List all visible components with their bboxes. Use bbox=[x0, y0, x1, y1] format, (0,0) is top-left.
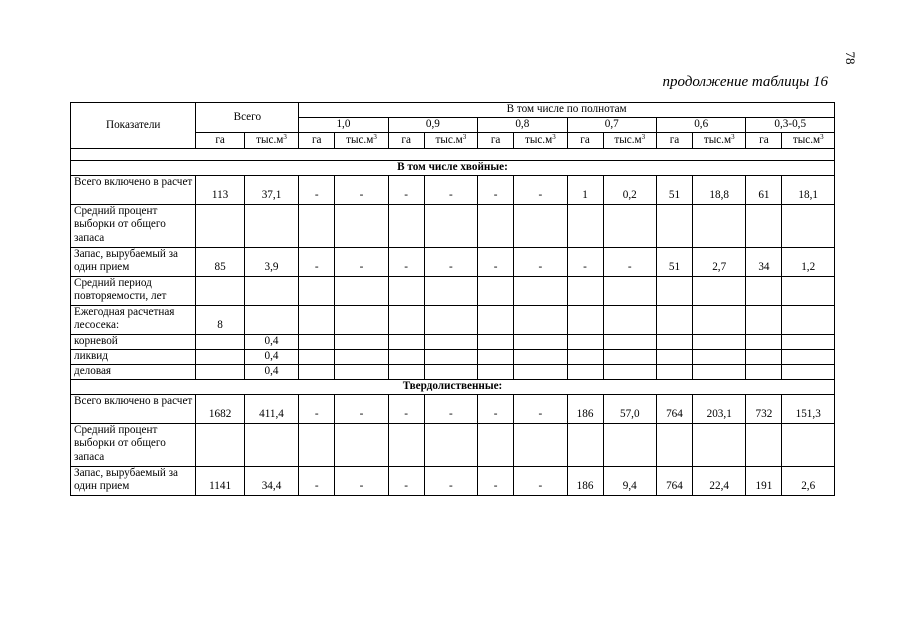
table-cell: - bbox=[388, 247, 424, 276]
table-cell bbox=[656, 349, 692, 364]
unit-volume-header bbox=[244, 132, 298, 148]
table-cell bbox=[656, 276, 692, 305]
table-cell bbox=[478, 349, 514, 364]
row-label: Средний процент выборки от общего запаса bbox=[71, 204, 196, 247]
table-cell: - bbox=[514, 247, 567, 276]
row-label: Средний процент выборки от общего запаса bbox=[71, 423, 196, 466]
table-cell bbox=[335, 349, 388, 364]
table-cell bbox=[478, 305, 514, 334]
table-cell: 8 bbox=[196, 305, 244, 334]
table-cell bbox=[603, 364, 656, 379]
table-cell bbox=[567, 364, 603, 379]
table-cell: - bbox=[335, 466, 388, 495]
table-row bbox=[71, 466, 835, 495]
unit-volume-exponent: 3 bbox=[641, 133, 646, 141]
table-cell: - bbox=[299, 394, 335, 423]
unit-ha-header: га bbox=[567, 132, 603, 148]
unit-volume-exponent: 3 bbox=[552, 133, 556, 141]
table-cell: 0,4 bbox=[244, 349, 298, 364]
row-label: Запас, вырубаемый за один прием bbox=[71, 247, 196, 276]
table-cell: 0,4 bbox=[244, 364, 298, 379]
table-cell: 764 bbox=[656, 394, 692, 423]
table-cell bbox=[567, 204, 603, 247]
table-cell bbox=[478, 276, 514, 305]
table-cell bbox=[746, 276, 782, 305]
table-cell bbox=[514, 423, 567, 466]
table-cell: - bbox=[514, 466, 567, 495]
table-cell bbox=[746, 334, 782, 349]
table-cell: - bbox=[424, 247, 477, 276]
unit-volume-text: тыс.м bbox=[435, 134, 463, 146]
table-cell bbox=[656, 364, 692, 379]
table-cell bbox=[244, 204, 298, 247]
table-cell bbox=[196, 334, 244, 349]
table-cell bbox=[692, 276, 745, 305]
table-cell bbox=[567, 276, 603, 305]
table-cell bbox=[388, 423, 424, 466]
table-cell: 1,2 bbox=[782, 247, 835, 276]
row-label: Ежегодная расчетная лесосека: bbox=[71, 305, 196, 334]
density-header: 1,0 bbox=[299, 118, 388, 133]
table-cell bbox=[782, 423, 835, 466]
table-cell bbox=[299, 423, 335, 466]
unit-ha-header: га bbox=[299, 132, 335, 148]
row-label: ликвид bbox=[71, 349, 196, 364]
table-cell bbox=[746, 349, 782, 364]
table-cell bbox=[424, 364, 477, 379]
table-cell: - bbox=[424, 394, 477, 423]
table-cell bbox=[335, 305, 388, 334]
row-label: Всего включено в расчет bbox=[71, 175, 196, 204]
table-row bbox=[71, 276, 835, 305]
table-cell bbox=[692, 204, 745, 247]
unit-volume-exponent: 3 bbox=[462, 133, 467, 141]
table-cell: 411,4 bbox=[244, 394, 298, 423]
table-cell: 51 bbox=[656, 175, 692, 204]
density-header: 0,8 bbox=[478, 118, 567, 133]
table-cell bbox=[424, 334, 477, 349]
table-cell: - bbox=[299, 175, 335, 204]
table-row bbox=[71, 423, 835, 466]
table-cell bbox=[196, 204, 244, 247]
unit-ha-header: га bbox=[746, 132, 782, 148]
data-table bbox=[70, 102, 835, 496]
table-cell bbox=[692, 364, 745, 379]
table-cell bbox=[299, 364, 335, 379]
table-cell bbox=[567, 334, 603, 349]
table-cell bbox=[299, 305, 335, 334]
table-cell bbox=[603, 334, 656, 349]
unit-volume-header bbox=[514, 132, 567, 148]
table-cell: - bbox=[388, 466, 424, 495]
table-cell bbox=[478, 364, 514, 379]
table-row bbox=[71, 364, 835, 379]
table-cell bbox=[692, 349, 745, 364]
unit-ha-header: га bbox=[388, 132, 424, 148]
table-cell: 1 bbox=[567, 175, 603, 204]
unit-volume-header bbox=[603, 132, 656, 148]
table-cell: 2,7 bbox=[692, 247, 745, 276]
row-label: Средний период повторяемости, лет bbox=[71, 276, 196, 305]
unit-volume-header bbox=[424, 132, 477, 148]
table-cell bbox=[244, 423, 298, 466]
unit-volume-header bbox=[782, 132, 835, 148]
table-cell bbox=[692, 305, 745, 334]
header-by-density: В том числе по полнотам bbox=[299, 103, 835, 118]
table-cell: 18,8 bbox=[692, 175, 745, 204]
table-cell: 186 bbox=[567, 394, 603, 423]
table-cell bbox=[746, 364, 782, 379]
table-cell bbox=[514, 204, 567, 247]
table-cell bbox=[603, 305, 656, 334]
table-cell: 18,1 bbox=[782, 175, 835, 204]
table-cell bbox=[299, 334, 335, 349]
table-cell bbox=[656, 334, 692, 349]
table-cell: 61 bbox=[746, 175, 782, 204]
table-cell: 732 bbox=[746, 394, 782, 423]
table-cell bbox=[196, 423, 244, 466]
table-cell bbox=[514, 364, 567, 379]
table-cell bbox=[692, 423, 745, 466]
table-cell: 203,1 bbox=[692, 394, 745, 423]
unit-ha-header: га bbox=[196, 132, 244, 148]
table-row bbox=[71, 175, 835, 204]
table-cell bbox=[567, 423, 603, 466]
density-header: 0,9 bbox=[388, 118, 477, 133]
table-cell: 1141 bbox=[196, 466, 244, 495]
table-cell: - bbox=[388, 394, 424, 423]
unit-volume-exponent: 3 bbox=[731, 133, 735, 141]
table-cell bbox=[424, 305, 477, 334]
table-cell: 85 bbox=[196, 247, 244, 276]
table-cell bbox=[656, 204, 692, 247]
table-cell: - bbox=[478, 247, 514, 276]
table-cell: - bbox=[299, 466, 335, 495]
table-cell bbox=[782, 334, 835, 349]
table-cell bbox=[514, 334, 567, 349]
table-cell: 57,0 bbox=[603, 394, 656, 423]
unit-volume-header bbox=[335, 132, 388, 148]
table-cell bbox=[514, 276, 567, 305]
section-title-row bbox=[71, 160, 835, 175]
table-cell bbox=[656, 423, 692, 466]
table-cell bbox=[782, 276, 835, 305]
table-cell bbox=[514, 305, 567, 334]
table-body bbox=[71, 103, 835, 496]
density-header: 0,3-0,5 bbox=[746, 118, 835, 133]
table-cell bbox=[299, 349, 335, 364]
density-header: 0,7 bbox=[567, 118, 656, 133]
unit-volume-exponent: 3 bbox=[820, 133, 824, 141]
table-cell bbox=[388, 364, 424, 379]
table-cell bbox=[335, 334, 388, 349]
table-cell: 51 bbox=[656, 247, 692, 276]
table-cell bbox=[244, 305, 298, 334]
unit-ha-header: га bbox=[656, 132, 692, 148]
table-cell: 191 bbox=[746, 466, 782, 495]
table-cell bbox=[335, 364, 388, 379]
table-cell bbox=[299, 276, 335, 305]
row-label: Всего включено в расчет bbox=[71, 394, 196, 423]
table-cell bbox=[692, 334, 745, 349]
table-cell: - bbox=[514, 175, 567, 204]
table-cell: 764 bbox=[656, 466, 692, 495]
header-indicators: Показатели bbox=[71, 103, 196, 149]
section-title: Твердолиственные: bbox=[71, 379, 835, 394]
table-cell bbox=[388, 349, 424, 364]
table-cell: 186 bbox=[567, 466, 603, 495]
table-cell bbox=[603, 423, 656, 466]
table-cell: 151,3 bbox=[782, 394, 835, 423]
density-header: 0,6 bbox=[656, 118, 745, 133]
table-cell: 3,9 bbox=[244, 247, 298, 276]
section-title-row bbox=[71, 379, 835, 394]
table-cell bbox=[746, 305, 782, 334]
table-cell bbox=[746, 204, 782, 247]
table-cell: - bbox=[514, 394, 567, 423]
table-cell: 34 bbox=[746, 247, 782, 276]
table-cell bbox=[478, 204, 514, 247]
section-title: В том числе хвойные: bbox=[71, 160, 835, 175]
table-cell: - bbox=[388, 175, 424, 204]
unit-volume-text: тыс.м bbox=[792, 134, 821, 146]
table-cell: - bbox=[335, 247, 388, 276]
table-cell: - bbox=[478, 394, 514, 423]
table-cell bbox=[567, 349, 603, 364]
table-cell bbox=[746, 423, 782, 466]
page-number: 78 bbox=[843, 51, 858, 65]
row-label: корневой bbox=[71, 334, 196, 349]
table-row bbox=[71, 305, 835, 334]
spacer-row bbox=[71, 148, 835, 160]
row-label: Запас, вырубаемый за один прием bbox=[71, 466, 196, 495]
table-cell bbox=[196, 276, 244, 305]
table-cell bbox=[603, 276, 656, 305]
unit-volume-text: тыс.м bbox=[524, 134, 553, 146]
table-cell bbox=[388, 276, 424, 305]
table-cell bbox=[244, 276, 298, 305]
unit-ha-header: га bbox=[478, 132, 514, 148]
unit-volume-exponent: 3 bbox=[283, 133, 287, 141]
unit-volume-text: тыс.м bbox=[346, 134, 374, 146]
table-cell: 0,2 bbox=[603, 175, 656, 204]
table-cell bbox=[567, 305, 603, 334]
table-cell bbox=[196, 364, 244, 379]
table-row bbox=[71, 334, 835, 349]
table-cell bbox=[478, 423, 514, 466]
table-cell bbox=[335, 204, 388, 247]
table-cell bbox=[299, 204, 335, 247]
table-cell bbox=[388, 334, 424, 349]
table-cell: 22,4 bbox=[692, 466, 745, 495]
table-cell: - bbox=[424, 466, 477, 495]
unit-volume-text: тыс.м bbox=[614, 134, 642, 146]
table-cell bbox=[335, 423, 388, 466]
table-cell bbox=[478, 334, 514, 349]
table-row bbox=[71, 394, 835, 423]
table-cell bbox=[782, 305, 835, 334]
table-cell bbox=[514, 349, 567, 364]
table-cell bbox=[782, 204, 835, 247]
table-cell bbox=[424, 423, 477, 466]
table-cell bbox=[388, 305, 424, 334]
table-cell bbox=[656, 305, 692, 334]
table-row bbox=[71, 349, 835, 364]
table-cell: - bbox=[424, 175, 477, 204]
table-cell: 2,6 bbox=[782, 466, 835, 495]
table-cell bbox=[782, 349, 835, 364]
row-label: деловая bbox=[71, 364, 196, 379]
unit-volume-text: тыс.м bbox=[256, 134, 284, 146]
unit-volume-exponent: 3 bbox=[373, 133, 377, 141]
table-cell bbox=[196, 349, 244, 364]
table-cell bbox=[603, 349, 656, 364]
table-cell bbox=[424, 349, 477, 364]
header-total: Всего bbox=[196, 103, 299, 133]
table-row bbox=[71, 204, 835, 247]
table-cell bbox=[782, 364, 835, 379]
table-cell: - bbox=[335, 394, 388, 423]
table-cell: - bbox=[603, 247, 656, 276]
table-cell: 113 bbox=[196, 175, 244, 204]
table-cell: 1682 bbox=[196, 394, 244, 423]
table-cell: - bbox=[478, 466, 514, 495]
table-cell bbox=[388, 204, 424, 247]
unit-volume-text: тыс.м bbox=[703, 134, 732, 146]
table-cell: - bbox=[299, 247, 335, 276]
table-cell bbox=[424, 276, 477, 305]
table-cell: 34,4 bbox=[244, 466, 298, 495]
table-cell: 0,4 bbox=[244, 334, 298, 349]
table-cell bbox=[424, 204, 477, 247]
table-cell: 37,1 bbox=[244, 175, 298, 204]
table-cell: 9,4 bbox=[603, 466, 656, 495]
table-row bbox=[71, 247, 835, 276]
table-cell: - bbox=[335, 175, 388, 204]
table-cell: - bbox=[567, 247, 603, 276]
table-caption: продолжение таблицы 16 bbox=[662, 74, 828, 90]
unit-volume-header bbox=[692, 132, 745, 148]
spacer-cell bbox=[71, 148, 835, 160]
table-cell bbox=[603, 204, 656, 247]
table-cell: - bbox=[478, 175, 514, 204]
table-cell bbox=[335, 276, 388, 305]
